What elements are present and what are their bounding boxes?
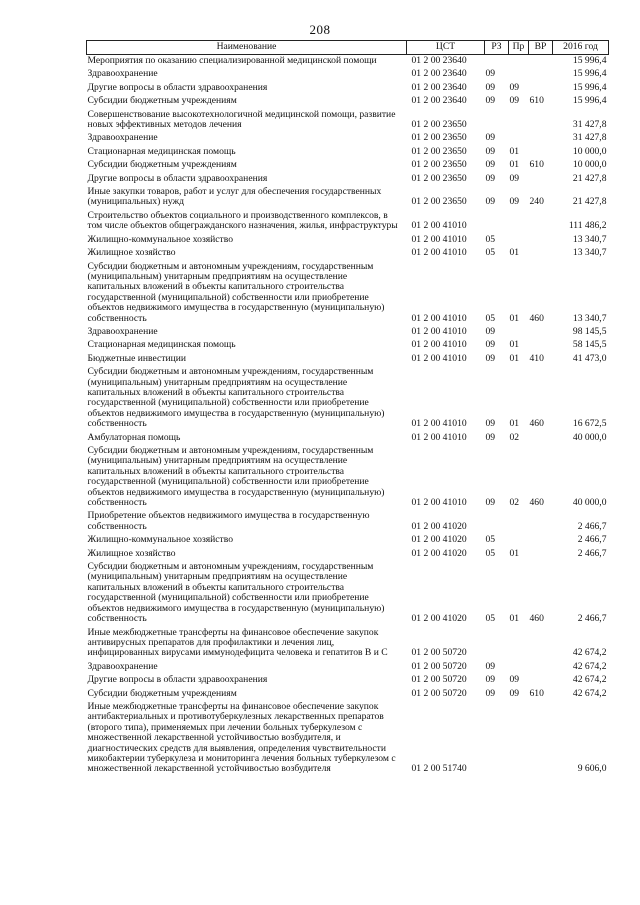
row-cst: 01 2 00 50720	[411, 660, 467, 672]
row-sum: 2 466,7	[577, 534, 607, 546]
row-rz: 09	[485, 497, 496, 509]
row-vr: 460	[529, 497, 544, 509]
row-vr: 460	[529, 418, 544, 430]
row-vr	[529, 210, 553, 234]
row-sum: 42 674,2	[572, 674, 607, 686]
row-pr: 09	[509, 172, 520, 184]
row-rz: 05	[485, 312, 496, 324]
row-pr: 09	[509, 687, 520, 699]
row-name: Мероприятия по оказанию специализированной медицинской помощи	[87, 55, 377, 66]
row-pr: 01	[509, 352, 520, 364]
row-sum: 58 145,5	[572, 339, 607, 351]
header-year: 2016 год	[553, 41, 609, 55]
row-cst: 01 2 00 23650	[411, 145, 467, 157]
row-name: Иные закупки товаров, работ и услуг для обеспечения государственных (муниципальных) нужд	[87, 186, 382, 208]
row-cst: 01 2 00 41010	[411, 339, 467, 351]
row-name: Здравоохранение	[87, 68, 158, 80]
row-name: Бюджетные инвестиции	[87, 352, 186, 364]
row-pr: 09	[509, 674, 520, 686]
row-name: Субсидии бюджетным и автономным учреждениям, государственным (муниципальным) унитарным предприятиям на осуществление капитальных вложений в объекты капитального строительства государственной (муниципальной) собственности или приобретение объектов недвижимого имущества в государственную (муниципальную) собственность	[87, 445, 385, 509]
row-pr: 01	[509, 145, 520, 157]
table-row	[87, 548, 609, 561]
row-vr	[529, 326, 553, 339]
row-cst: 01 2 00 41010	[411, 247, 467, 259]
row-name: Приобретение объектов недвижимого имущества в государственную собственность	[87, 510, 370, 532]
row-sum: 98 145,5	[572, 325, 607, 337]
table-row	[87, 366, 609, 431]
row-pr	[509, 534, 529, 547]
row-cst: 01 2 00 41010	[411, 233, 467, 245]
row-rz: 09	[485, 352, 496, 364]
row-vr	[529, 701, 553, 777]
row-cst: 01 2 00 23650	[411, 159, 467, 171]
row-sum: 31 427,8	[572, 132, 607, 144]
row-vr	[529, 55, 553, 69]
row-name: Жилищное хозяйство	[87, 247, 176, 259]
row-sum: 2 466,7	[577, 547, 607, 559]
row-name: Иные межбюджетные трансферты на финансовое обеспечение закупок антибактериальных и противотуберкулезных лекарственных препаратов (второго типа), применяемых при лечении больных туберкулезом с множественной лекарственной устойчивостью возбудителя, и диагностических средств для выявления, определения чувствительности микобактерии туберкулеза и мониторинга лечения больных туберкулезом с множественной лекарственной устойчивостью возбудителя	[87, 700, 396, 775]
row-name: Здравоохранение	[87, 132, 158, 144]
row-rz: 05	[485, 233, 496, 245]
row-name: Здравоохранение	[87, 325, 158, 337]
row-vr	[529, 82, 553, 95]
row-rz: 05	[485, 613, 496, 625]
row-cst: 01 2 00 51740	[411, 763, 467, 775]
header-pr: Пр	[509, 41, 529, 55]
row-cst: 01 2 00 23640	[411, 81, 467, 93]
row-sum: 13 340,7	[572, 247, 607, 259]
header-cst: ЦСТ	[407, 41, 485, 55]
row-sum: 10 000,0	[572, 145, 607, 157]
row-vr: 410	[529, 352, 544, 364]
table-row	[87, 534, 609, 547]
row-sum: 2 466,7	[577, 613, 607, 625]
row-sum: 21 427,8	[572, 196, 607, 208]
row-vr	[529, 109, 553, 133]
table-row	[87, 561, 609, 626]
row-rz: 09	[485, 687, 496, 699]
table-row	[87, 55, 609, 69]
row-cst: 01 2 00 23640	[411, 68, 467, 80]
row-name: Жилищно-коммунальное хозяйство	[87, 534, 234, 546]
row-sum: 42 674,2	[572, 660, 607, 672]
row-sum: 31 427,8	[572, 119, 607, 131]
row-name: Стационарная медицинская помощь	[87, 145, 236, 157]
row-rz	[485, 627, 509, 661]
table-row	[87, 661, 609, 674]
row-name: Амбулаторная помощь	[87, 431, 181, 443]
table-row	[87, 627, 609, 661]
table-row	[87, 210, 609, 234]
row-rz: 09	[485, 674, 496, 686]
table-row	[87, 701, 609, 777]
row-pr: 01	[509, 247, 520, 259]
budget-table	[86, 40, 609, 777]
row-cst: 01 2 00 41020	[411, 613, 467, 625]
row-name: Здравоохранение	[87, 660, 158, 672]
row-rz: 05	[485, 534, 496, 546]
row-name: Субсидии бюджетным и автономным учреждениям, государственным (муниципальным) унитарным предприятиям на осуществление капитальных вложений в объекты капитального строительства государственной (муниципальной) собственности или приобретение объектов недвижимого имущества в государственную (муниципальную) собственность	[87, 561, 385, 625]
table-row	[87, 326, 609, 339]
table-row	[87, 247, 609, 260]
table-row	[87, 186, 609, 210]
row-pr: 09	[509, 196, 520, 208]
row-cst: 01 2 00 41010	[411, 325, 467, 337]
table-row	[87, 353, 609, 366]
row-pr	[509, 234, 529, 247]
table-row	[87, 339, 609, 352]
row-name: Строительство объектов социального и производственного комплексов, в том числе объектов общегражданского назначения, жилья, инфраструктуры	[87, 209, 398, 232]
row-name: Иные межбюджетные трансферты на финансовое обеспечение закупок антивирусных препаратов для профилактики и лечения лиц, инфицированных вирусами иммунодефицита человека и гепатитов В и С	[87, 626, 388, 659]
row-vr	[529, 627, 553, 661]
table-row	[87, 432, 609, 445]
row-pr: 09	[509, 81, 520, 93]
row-pr: 01	[509, 613, 520, 625]
row-name: Субсидии бюджетным учреждениям	[87, 95, 237, 107]
row-cst: 01 2 00 23650	[411, 132, 467, 144]
row-rz: 09	[485, 172, 496, 184]
row-sum: 15 996,4	[572, 81, 607, 93]
table-body	[87, 55, 609, 777]
row-vr	[529, 534, 553, 547]
row-rz: 09	[485, 196, 496, 208]
row-vr	[529, 548, 553, 561]
row-rz: 09	[485, 418, 496, 430]
row-vr	[529, 146, 553, 159]
row-name: Стационарная медицинская помощь	[87, 339, 236, 351]
row-cst: 01 2 00 41020	[411, 520, 467, 532]
row-cst: 01 2 00 23650	[411, 119, 467, 131]
row-rz	[485, 109, 509, 133]
header-vr: ВР	[529, 41, 553, 55]
row-cst: 01 2 00 41010	[411, 312, 467, 324]
table-header	[87, 41, 609, 55]
row-pr: 01	[509, 339, 520, 351]
table-row	[87, 234, 609, 247]
row-vr	[529, 510, 553, 534]
row-rz: 09	[485, 325, 496, 337]
row-pr: 01	[509, 159, 520, 171]
table-row	[87, 688, 609, 701]
row-cst: 01 2 00 23640	[411, 55, 467, 66]
row-rz: 09	[485, 95, 496, 107]
table-row	[87, 146, 609, 159]
row-vr	[529, 661, 553, 674]
row-name: Субсидии бюджетным и автономным учреждениям, государственным (муниципальным) унитарным предприятиям на осуществление капитальных вложений в объекты капитального строительства государственной (муниципальной) собственности или приобретение объектов недвижимого имущества в государственную (муниципальную) собственность	[87, 366, 385, 430]
row-vr	[529, 674, 553, 687]
table-row	[87, 68, 609, 81]
row-rz: 05	[485, 547, 496, 559]
table-row	[87, 82, 609, 95]
row-rz: 05	[485, 247, 496, 259]
row-pr: 09	[509, 95, 520, 107]
table-row	[87, 445, 609, 510]
row-rz	[485, 701, 509, 777]
row-cst: 01 2 00 23640	[411, 95, 467, 107]
row-rz: 09	[485, 145, 496, 157]
table-row	[87, 173, 609, 186]
row-pr	[509, 55, 529, 69]
row-pr: 02	[509, 431, 520, 443]
row-sum: 15 996,4	[572, 68, 607, 80]
row-pr	[509, 326, 529, 339]
row-sum: 40 000,0	[572, 497, 607, 509]
row-name: Субсидии бюджетным и автономным учреждениям, государственным (муниципальным) унитарным предприятиям на осуществление капитальных вложений в объекты капитального строительства государственной (муниципальной) собственности или приобретение объектов недвижимого имущества в государственную (муниципальную) собственность	[87, 260, 385, 324]
row-cst: 01 2 00 41010	[411, 497, 467, 509]
row-cst: 01 2 00 23650	[411, 172, 467, 184]
row-name: Жилищное хозяйство	[87, 547, 176, 559]
row-vr	[529, 247, 553, 260]
row-vr	[529, 132, 553, 145]
row-sum: 16 672,5	[572, 418, 607, 430]
row-vr	[529, 339, 553, 352]
row-pr	[509, 661, 529, 674]
row-sum: 13 340,7	[572, 312, 607, 324]
row-rz: 09	[485, 431, 496, 443]
row-rz: 09	[485, 159, 496, 171]
row-pr	[509, 109, 529, 133]
row-rz: 09	[485, 81, 496, 93]
row-vr: 460	[529, 613, 544, 625]
row-pr	[509, 627, 529, 661]
row-pr	[509, 701, 529, 777]
row-cst: 01 2 00 41010	[411, 431, 467, 443]
row-cst: 01 2 00 50720	[411, 687, 467, 699]
table-row	[87, 132, 609, 145]
row-vr: 610	[529, 95, 544, 107]
row-name: Субсидии бюджетным учреждениям	[87, 687, 237, 699]
row-rz: 09	[485, 132, 496, 144]
row-sum: 10 000,0	[572, 159, 607, 171]
row-pr: 01	[509, 418, 520, 430]
row-pr: 01	[509, 547, 520, 559]
row-sum: 111 486,2	[568, 220, 607, 232]
row-vr: 460	[529, 312, 544, 324]
row-vr: 610	[529, 159, 544, 171]
row-rz	[485, 210, 509, 234]
page-number: 208	[309, 22, 331, 37]
row-cst: 01 2 00 41010	[411, 418, 467, 430]
row-vr	[529, 234, 553, 247]
row-name: Другие вопросы в области здравоохранения	[87, 81, 268, 93]
row-name: Субсидии бюджетным учреждениям	[87, 159, 237, 171]
row-pr	[509, 210, 529, 234]
row-name: Совершенствование высокотехнологичной медицинской помощи, развитие новых эффективных методов лечения	[87, 108, 396, 131]
row-sum: 9 606,0	[577, 763, 607, 775]
row-name: Жилищно-коммунальное хозяйство	[87, 233, 234, 245]
row-sum: 2 466,7	[577, 520, 607, 532]
row-cst: 01 2 00 50720	[411, 647, 467, 659]
table-row	[87, 95, 609, 108]
row-sum: 40 000,0	[572, 431, 607, 443]
row-vr	[529, 173, 553, 186]
row-sum: 15 996,4	[572, 95, 607, 107]
row-rz	[485, 55, 509, 69]
header-name: Наименование	[87, 41, 407, 55]
row-cst: 01 2 00 41010	[411, 220, 467, 232]
row-cst: 01 2 00 50720	[411, 674, 467, 686]
row-sum: 13 340,7	[572, 233, 607, 245]
row-rz: 09	[485, 339, 496, 351]
row-pr: 01	[509, 312, 520, 324]
row-vr	[529, 68, 553, 81]
table-row	[87, 159, 609, 172]
row-rz: 09	[485, 660, 496, 672]
row-cst: 01 2 00 23650	[411, 196, 467, 208]
row-pr: 02	[509, 497, 520, 509]
table-row	[87, 109, 609, 133]
row-pr	[509, 132, 529, 145]
row-name: Другие вопросы в области здравоохранения	[87, 172, 268, 184]
row-rz	[485, 510, 509, 534]
row-cst: 01 2 00 41020	[411, 534, 467, 546]
row-sum: 21 427,8	[572, 172, 607, 184]
row-pr	[509, 68, 529, 81]
row-rz: 09	[485, 68, 496, 80]
row-sum: 42 674,2	[572, 687, 607, 699]
row-sum: 41 473,0	[572, 352, 607, 364]
row-name: Другие вопросы в области здравоохранения	[87, 674, 268, 686]
table-row	[87, 510, 609, 534]
row-sum: 42 674,2	[572, 647, 607, 659]
row-cst: 01 2 00 41010	[411, 352, 467, 364]
row-pr	[509, 510, 529, 534]
row-sum: 15 996,4	[572, 55, 607, 66]
table-row	[87, 261, 609, 326]
header-rz: РЗ	[485, 41, 509, 55]
table-row	[87, 674, 609, 687]
row-vr	[529, 432, 553, 445]
row-vr: 240	[529, 196, 544, 208]
row-vr: 610	[529, 687, 544, 699]
row-cst: 01 2 00 41020	[411, 547, 467, 559]
